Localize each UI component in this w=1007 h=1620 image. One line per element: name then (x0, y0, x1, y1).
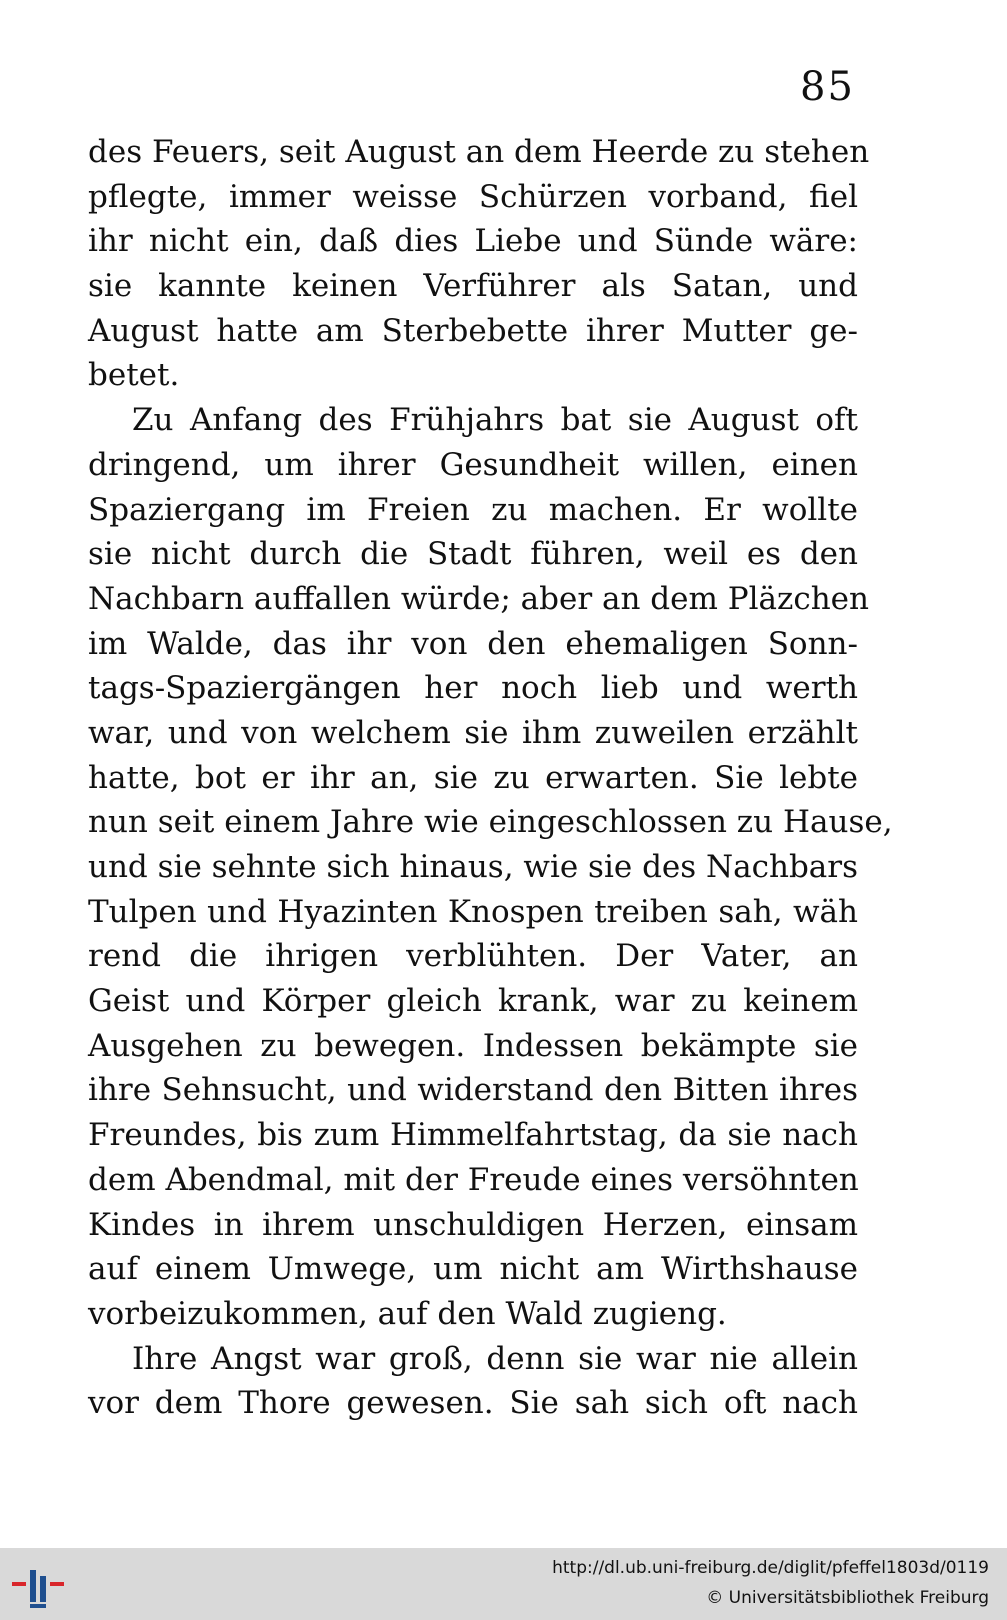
text-line: tags-Spaziergängen her noch lieb und werth (88, 670, 858, 707)
text-line: Ausgehen zu bewegen. Indessen bekämpte sie (88, 1027, 858, 1064)
source-url-link[interactable]: http://dl.ub.uni-freiburg.de/diglit/pfeffel1803d/0119 (552, 1558, 989, 1578)
text-line: Nachbarn auffallen würde; aber an dem Pläzchen (88, 580, 869, 617)
text-line: Kindes in ihrem unschuldigen Herzen, einsam (88, 1206, 858, 1243)
text-line: Zu Anfang des Frühjahrs bat sie August oft (132, 402, 858, 439)
text-line: vorbeizukommen, auf den Wald zugieng. (88, 1295, 727, 1332)
text-line: ihr nicht ein, daß dies Liebe und Sünde wäre: (88, 223, 858, 260)
text-line: sie nicht durch die Stadt führen, weil es den (88, 536, 858, 573)
text-line: pflegte, immer weisse Schürzen vorband, fiel (88, 178, 858, 215)
text-line: nun seit einem Jahre wie eingeschlossen zu Hause, (88, 804, 893, 841)
page-number: 85 (800, 64, 855, 110)
text-line: ihre Sehnsucht, und widerstand den Bitten ihres (88, 1072, 858, 1109)
text-line: hatte, bot er ihr an, sie zu erwarten. Sie lebte (88, 759, 858, 796)
text-line: Spaziergang im Freien zu machen. Er wollte (88, 491, 858, 528)
text-line: und sie sehnte sich hinaus, wie sie des Nachbars (88, 849, 859, 885)
text-line: war, und von welchem sie ihm zuweilen erzählt (88, 714, 858, 751)
ub-freiburg-logo-icon[interactable] (10, 1562, 66, 1610)
text-line: Geist und Körper gleich krank, war zu keinem (88, 983, 858, 1020)
copyright-notice: © Universitätsbibliothek Freiburg (706, 1588, 989, 1608)
footer-bar (0, 1548, 1007, 1620)
text-line: vor dem Thore gewesen. Sie sah sich oft nach (88, 1385, 858, 1422)
page-text (88, 130, 893, 1426)
text-line: des Feuers, seit August an dem Heerde zu stehen (88, 134, 870, 170)
text-line: dringend, um ihrer Gesundheit willen, einen (88, 446, 858, 483)
text-line: auf einem Umwege, um nicht am Wirthshause (88, 1251, 858, 1288)
text-line: Freundes, bis zum Himmelfahrtstag, da sie nach (88, 1117, 858, 1154)
text-line: dem Abendmal, mit der Freude eines versöhnten (88, 1161, 859, 1198)
text-line: rend die ihrigen verblühten. Der Vater, an (88, 938, 858, 975)
text-line: Tulpen und Hyazinten Knospen treiben sah, wäh (88, 893, 858, 930)
text-line: im Walde, das ihr von den ehemaligen Sonn- (88, 625, 858, 662)
text-line: sie kannte keinen Verführer als Satan, und (88, 268, 858, 305)
text-line: betet. (88, 357, 180, 394)
text-line: August hatte am Sterbebette ihrer Mutter ge- (88, 312, 858, 349)
text-line: Ihre Angst war groß, denn sie war nie allein (132, 1340, 858, 1377)
